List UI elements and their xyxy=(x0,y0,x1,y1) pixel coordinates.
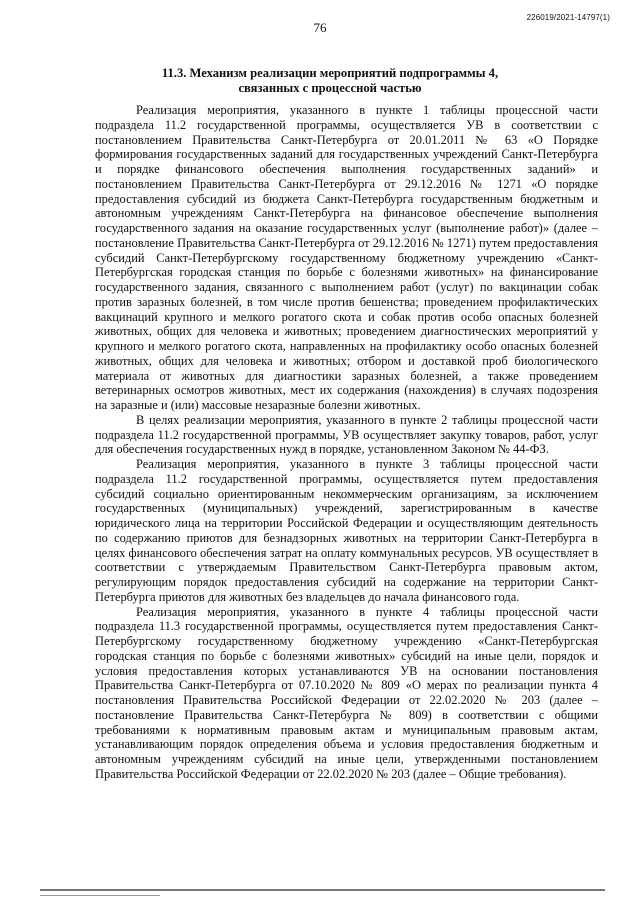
paragraph: Реализация мероприятия, указанного в пункте 4 таблицы процессной части подраздела 11.3 государственной программы, осуществляется путем предоставления Санкт-Петербургскому государственному бюджетному учреждению «Санкт-Петербургская городская станция по борьбе с болезнями животных» субсидий на иные цели, порядок и условия предоставления которых устанавливаются УВ на основании постановления Правительства Санкт-Петербурга от 07.10.2020 № 809 «О мерах по реализации пункта 4 постановления Правительства Российской Федерации от 22.02.2020 № 203 (далее – постановление Правительства Санкт-Петербурга № 809) в соответствии с общими требованиями к нормативным правовым актам и муниципальным правовым актам, устанавливающим порядок определения объема и условия предоставления бюджетным и автономным учреждениям субсидий на иные цели, утвержденными постановлением Правительства Российской Федерации от 22.02.2020 № 203 (далее – Общие требования). xyxy=(95,604,598,781)
section-heading-line-2: связанных с процессной частью xyxy=(238,81,422,95)
document-body xyxy=(95,103,598,782)
footer-divider xyxy=(40,889,605,891)
paragraph: Реализация мероприятия, указанного в пункте 1 таблицы процессной части подраздела 11.2 государственной программы, осуществляется УВ в соответствии с постановлением Правительства Санкт-Петербурга от 20.01.2011 № 63 «О Порядке формирования государственных заданий для государственных учреждений Санкт-Петербурга и порядке финансового обеспечения выполнения государственных заданий» и постановлением Правительства Санкт-Петербурга от 29.12.2016 № 1271 «О порядке предоставления субсидий из бюджета Санкт-Петербурга государственным бюджетным и автономным учреждениям Санкт-Петербурга на финансовое обеспечение выполнения государственного задания на оказание государственных услуг (выполнение работ)» (далее – постановление Правительства Санкт-Петербурга от 29.12.2016 № 1271) путем предоставления субсидий Санкт-Петербургскому государственному бюджетному учреждению «Санкт-Петербургская городская станция по борьбе с болезнями животных» на финансирование государственного задания, связанного с выполнением работ (услуг) по вакцинации собак против заразных болезней, в том числе против бешенства; проведением профилактических вакцинаций крупного и мелкого рогатого скота и собак против особо опасных болезней животных, общих для человека и животных; проведением диагностических мероприятий у крупного и мелкого рогатого скота, направленных на профилактику особо опасных болезней животных, общих для человека и животных; отбором и доставкой проб биологического материала от животных для диагностики заразных болезней, а также проведением ветеринарных осмотров животных, мест их содержания (нахождения) в случаях подозрения на заразные и (или) массовые незаразные болезни животных. xyxy=(95,103,598,412)
paragraph: Реализация мероприятия, указанного в пункте 3 таблицы процессной части подраздела 11.2 государственной программы, осуществляется путем предоставления субсидий социально ориентированным некоммерческим организациям, за исключением государственных (муниципальных) учреждений, зарегистрированным в качестве юридического лица на территории Российской Федерации и осуществляющим деятельность по содержанию приютов для безнадзорных животных на территории Санкт-Петербурга в целях финансового обеспечения затрат на оплату коммунальных ресурсов. УВ осуществляет в соответствии с утверждаемым Правительством Санкт-Петербурга правовым актом, регулирующим порядок предоставления субсидий на содержание на территории Санкт-Петербурга приютов для животных без владельцев до начала финансового года. xyxy=(95,457,598,604)
footer-divider-short xyxy=(40,895,160,896)
section-heading xyxy=(110,66,550,96)
section-heading-line-1: 11.3. Механизм реализации мероприятий подпрограммы 4, xyxy=(161,66,499,80)
document-id: 226019/2021-14797(1) xyxy=(526,13,610,22)
page-number: 76 xyxy=(313,20,327,35)
paragraph: В целях реализации мероприятия, указанного в пункте 2 таблицы процессной части подраздела 11.2 государственной программы, УВ осуществляет закупку товаров, работ, услуг для обеспечения государственных нужд в порядке, установленном Законом № 44-ФЗ. xyxy=(95,412,598,457)
